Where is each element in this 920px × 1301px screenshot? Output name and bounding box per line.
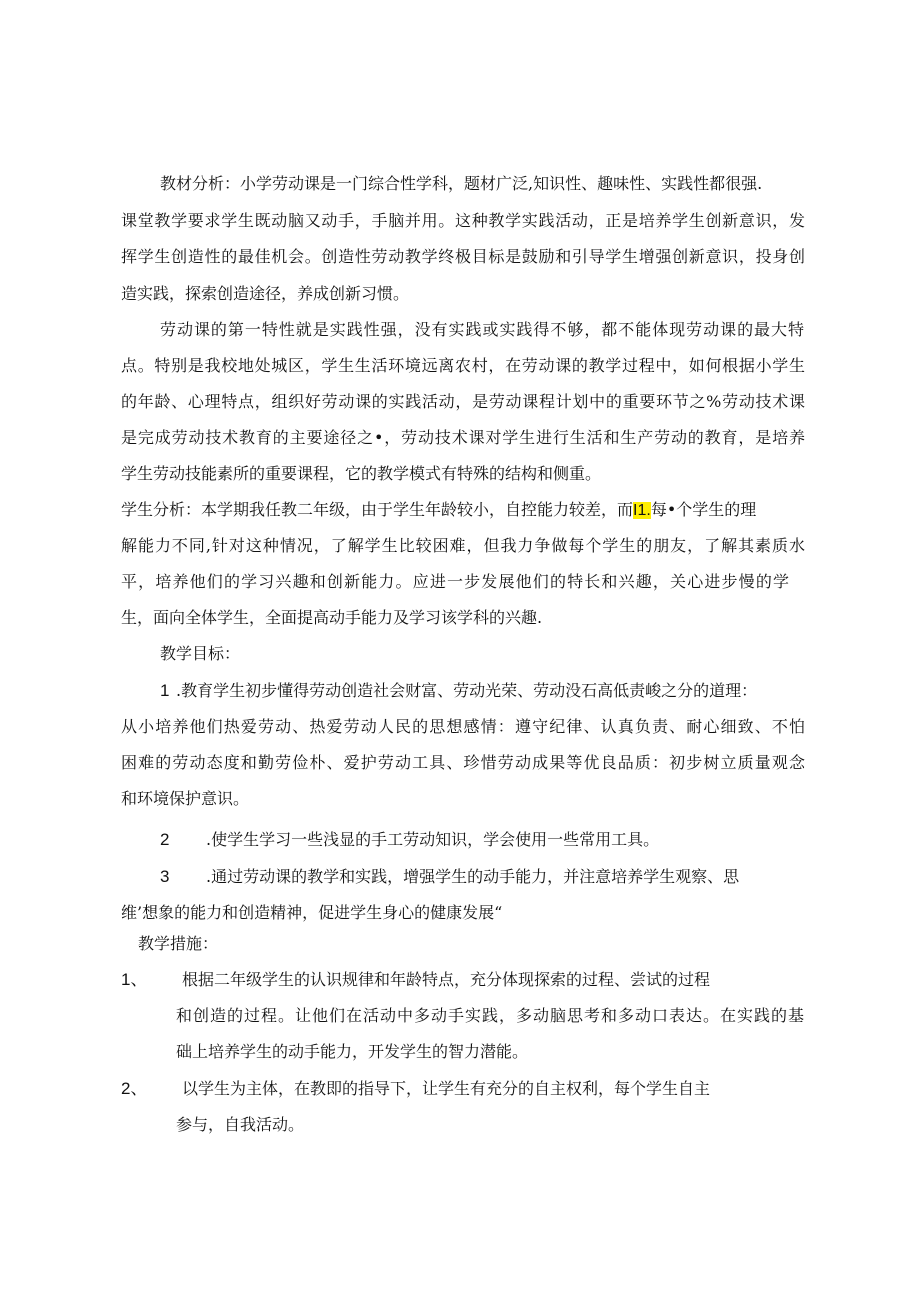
highlighted-text: I1. (633, 502, 651, 519)
measure1-number: 1、 (121, 970, 148, 989)
para1-line3: 挥学生创造性的最佳机会。创造性劳动教学终极目标是鼓励和引导学生增强创新意识，投身创 (121, 247, 805, 266)
para1-line2: 课堂教学要求学生既动脑又动手，手脑并用。这种教学实践活动，正是培养学生创新意识，发 (121, 211, 805, 230)
para2-line4: 是完成劳动技术教育的主要途径之•，劳动技术课对学生进行生活和生产劳动的教育，是培养 (121, 428, 805, 447)
para3-line1-before: 学生分析：本学期我任教二年级，由于学生年龄较小，自控能力较差，而 (121, 500, 634, 519)
measure1-line3: 础上培养学生的动手能力，开发学生的智力潜能。 (176, 1042, 529, 1061)
para1-line4: 造实践，探索创造途径，养成创新习惯。 (121, 284, 410, 303)
measure2-number: 2、 (121, 1079, 148, 1098)
goal2-number: 2 (160, 830, 170, 849)
para3-line1-after: 每•个学生的理 (650, 500, 757, 519)
goal3-number: 3 (160, 867, 170, 886)
goal1-line4: 和环境保护意识。 (121, 789, 250, 808)
goal1-line2: 从小培养他们热爱劳动、热爱劳动人民的思想感情：遵守纪律、认真负责、耐心细致、不怕 (121, 717, 805, 736)
para3-line4: 生，面向全体学生，全面提高动手能力及学习该学科的兴趣. (121, 608, 543, 627)
goals-heading: 教学目标： (160, 646, 241, 663)
measure2-line1: 以学生为主体，在教即的指导下，让学生有充分的自主权利，每个学生自主 (182, 1079, 711, 1098)
goal3-cont: 维’想象的能力和创造精神，促进学生身心的健康发展“ (121, 903, 503, 922)
goal1-line1: .教育学生初步懂得劳动创造社会财富、劳动光荣、劳动没石高低责峻之分的道理： (176, 681, 758, 700)
measure2-line2: 参与，自我活动。 (176, 1115, 305, 1134)
para3-line3: 平，培养他们的学习兴趣和创新能力。应进一步发展他们的特长和兴趣，关心进步慢的学 (121, 572, 789, 591)
goal1-line3: 困难的劳动态度和勤劳俭朴、爱护劳动工具、珍惜劳动成果等优良品质：初步树立质量观念 (121, 753, 805, 772)
para3-line2: 解能力不同,针对这种情况，了解学生比较困难，但我力争做每个学生的朋友，了解其素质水 (121, 536, 805, 555)
para2-line1: 劳动课的第一特性就是实践性强，没有实践或实践得不够，都不能体现劳动课的最大特 (160, 320, 804, 339)
para2-line5: 学生劳动技能素所的重要课程，它的教学模式有特殊的结构和侧重。 (121, 464, 602, 483)
goal2-text: .使学生学习一些浅显的手工劳动知识，学会使用一些常用工具。 (206, 830, 660, 849)
measure1-line1: 根据二年级学生的认识规律和年龄特点，充分体现探索的过程、尝试的过程 (182, 970, 711, 989)
goal3-text: .通过劳动课的教学和实践，增强学生的动手能力，并注意培养学生观察、思 (206, 867, 740, 886)
para2-line2: 点。特别是我校地处城区，学生生活环境远离农村，在劳动课的教学过程中，如何根据小学生 (121, 356, 805, 375)
para3-line1 (121, 499, 756, 522)
para1-line1: 教材分析：小学劳动课是一门综合性学科，题材广泛,知识性、趣味性、实践性都很强. (160, 174, 763, 193)
measure1-line2: 和创造的过程。让他们在活动中多动手实践，多动脑思考和多动口表达。在实践的基 (176, 1006, 804, 1025)
goal1-number: 1 (160, 681, 170, 700)
measures-heading: 教学措施： (138, 934, 219, 953)
para2-line3: 的年龄、心理特点，组织好劳动课的实践活动，是劳动课程计划中的重要环节之%劳动技术课 (121, 392, 805, 411)
